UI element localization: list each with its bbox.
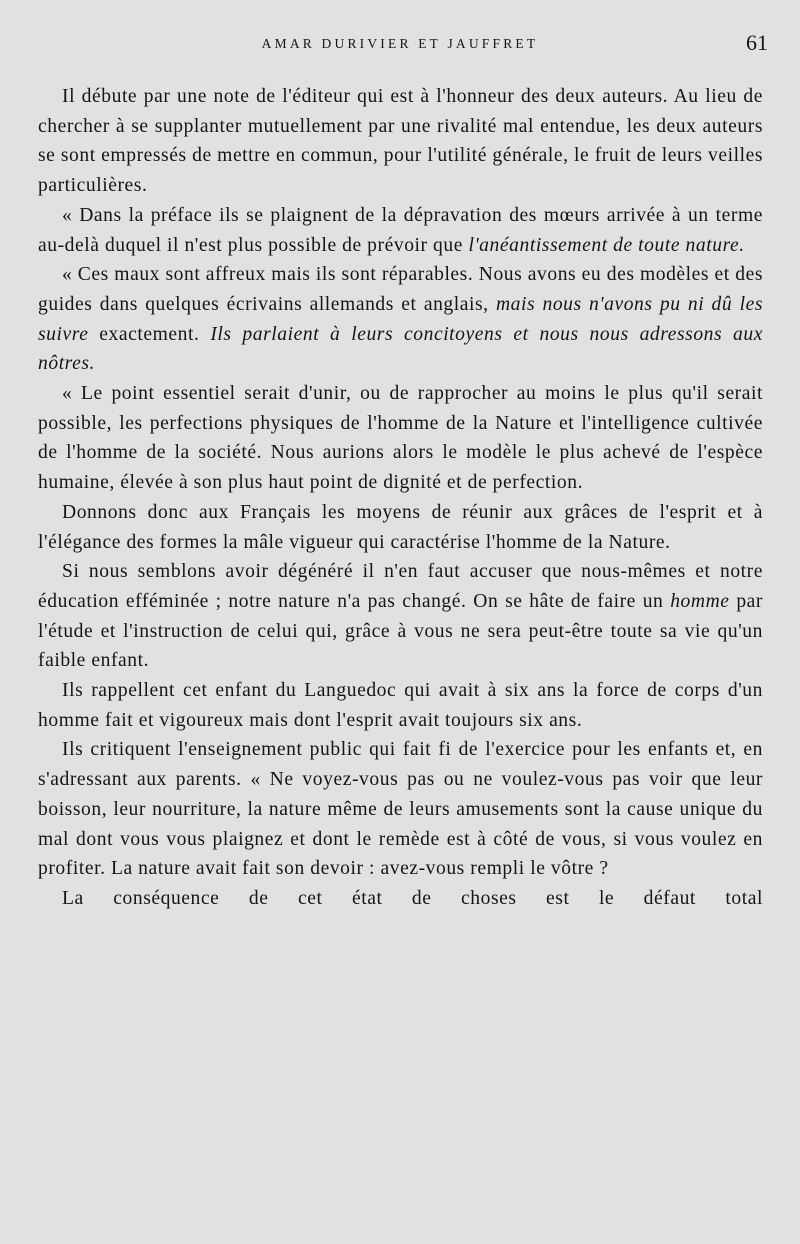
text-run: Ils rappellent cet enfant du Languedoc qui avait à six ans la force de corps d'un homme fait et vigoureux mais dont l'esprit avait toujours six ans. [38,680,763,731]
italic-text-run: mais nous n'avons pu ni dû les suivre [38,293,763,345]
italic-text-run: homme [670,590,730,612]
paragraph [38,557,763,676]
text-run: Donnons donc aux Français les moyens de réunir aux grâces de l'esprit et à l'élégance des formes la mâle vigueur qui caractérise l'homme de la Nature. [38,501,763,553]
italic-text-run: Ils parlaient à leurs concitoyens et nous nous adressons aux nôtres. [38,323,763,375]
text-run: exactement. [88,323,211,345]
text-run: La conséquence de cet état de choses est le défaut total [62,887,763,909]
body-text [38,82,763,914]
page-number: 61 [746,30,768,55]
paragraph [38,379,763,498]
paragraph [38,201,763,260]
text-run: par l'étude et l'instruction de celui qui, grâce à vous ne sera peut-être toute sa vie qu'un faible enfant. [38,590,763,672]
paragraph [38,260,763,379]
paragraph [38,884,763,914]
italic-text-run: l'anéantissement de toute nature. [468,234,745,256]
text-run: « Le point essentiel serait d'unir, ou de rapprocher au moins le plus qu'il serait possible, les perfections physiques de l'homme de la Nature et l'intelligence cultivée de l'homme de la société. Nous aurions alors le modèle le plus achevé de l'espèce humaine, élevée à son plus haut point de dignité et de perfection. [38,383,763,494]
text-run: Ils critiquent l'enseignement public qui fait fi de l'exercice pour les enfants et, en s'adressant aux parents. « Ne voyez-vous pas ou ne voulez-vous pas voir que leur boisson, leur nourriture, la nature même de leurs amusements sont la cause unique du mal dont vous vous plaignez et dont le remède est à côté de vous, si vous voulez en profiter. La nature avait fait son devoir : avez-vous rempli le vôtre ? [38,739,763,880]
text-run: Il débute par une note de l'éditeur qui est à l'honneur des deux auteurs. Au lieu de chercher à se supplanter mutuellement par une rivalité mal entendue, les deux auteurs se sont empressés de mettre en commun, pour l'utilité générale, le fruit de leurs veilles particulières. [38,86,763,197]
running-head [30,31,770,57]
text-run: « Dans la préface ils se plaignent de la dépravation des mœurs arrivée à un terme au-delà duquel il n'est plus possible de prévoir que [38,204,763,256]
running-title: AMAR DURIVIER ET JAUFFRET [261,36,539,51]
text-run: « Ces maux sont affreux mais ils sont réparables. Nous avons eu des modèles et des guides dans quelques écrivains allemands et anglais, [38,264,763,315]
paragraph [38,498,763,557]
paragraph [38,676,763,735]
text-run: Si nous semblons avoir dégénéré il n'en faut accuser que nous-mêmes et notre éducation efféminée ; notre nature n'a pas changé. On se hâte de faire un [38,561,763,612]
paragraph [38,82,763,201]
paragraph [38,735,763,884]
